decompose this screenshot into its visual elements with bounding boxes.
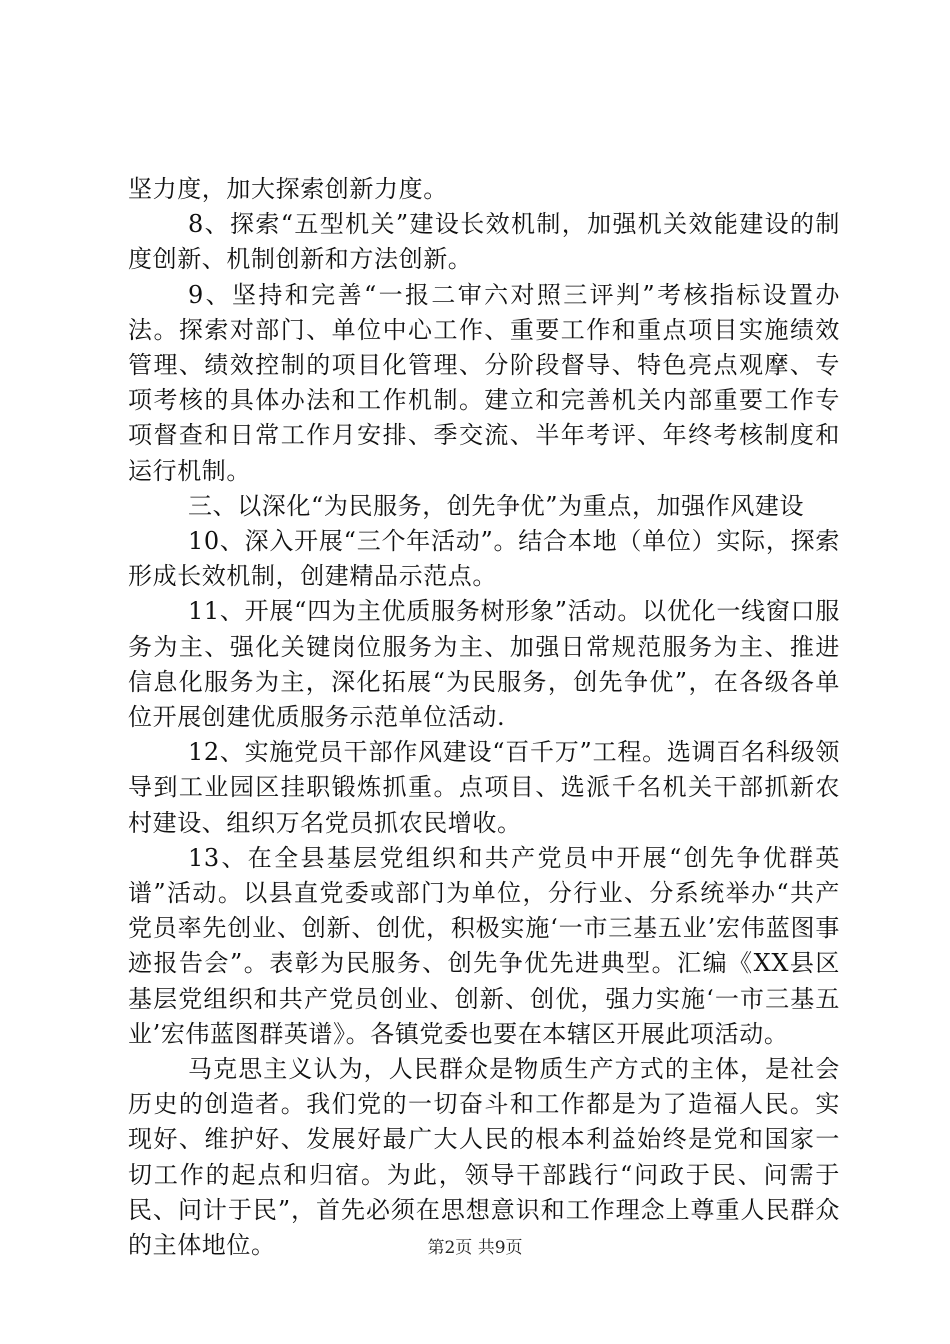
paragraph-item-13: 13、在全县基层党组织和共产党员中开展“创先争优群英谱”活动。以县直党委或部门为单位，分行业、分系统举办“共产党员率先创业、创新、创优，积极实施‘一市三基五业’宏伟蓝图事迹报告会”。表彰为民服务、创先争优先进典型。汇编《XX县区基层党组织和共产党员创业、创新、创优，强力实施‘一市三基五业’宏伟蓝图群英谱》。各镇党委也要在本辖区开展此项活动。 [128,843,840,1048]
document-body [128,172,840,1263]
paragraph-item-12: 12、实施党员干部作风建设“百千万”工程。选调百名科级领导到工业园区挂职锻炼抓重。点项目、选派千名机关干部抓新农村建设、组织万名党员抓农民增收。 [128,738,840,837]
page-number-label: 第2页 共9页 [427,1238,523,1258]
page-footer [0,1236,950,1260]
paragraph-item-8: 8、探索“五型机关”建设长效机制，加强机关效能建设的制度创新、机制创新和方法创新。 [128,210,840,274]
paragraph-item-11: 11、开展“四为主优质服务树形象”活动。以优化一线窗口服务为主、强化关键岗位服务为主、加强日常规范服务为主、推进信息化服务为主，深化拓展“为民服务，创先争优”，在各级各单位开展创建优质服务示范单位活动. [128,597,840,732]
paragraph-conclusion: 马克思主义认为，人民群众是物质生产方式的主体，是社会历史的创造者。我们党的一切奋斗和工作都是为了造福人民。实现好、维护好、发展好最广大人民的根本利益始终是党和国家一切工作的起点和归宿。为此，领导干部践行“问政于民、问需于民、问计于民”，首先必须在思想意识和工作理念上尊重人民群众的主体地位。 [128,1055,840,1260]
section-heading-3: 三、以深化“为民服务，创先争优”为重点，加强作风建设 [188,491,805,520]
paragraph-item-9: 9、坚持和完善“一报二审六对照三评判”考核指标设置办法。探索对部门、单位中心工作、重要工作和重点项目实施绩效管理、绩效控制的项目化管理、分阶段督导、特色亮点观摩、专项考核的具体办法和工作机制。建立和完善机关内部重要工作专项督查和日常工作月安排、季交流、半年考评、年终考核制度和运行机制。 [128,280,840,485]
paragraph-item-10: 10、深入开展“三个年活动”。结合本地（单位）实际，探索形成长效机制，创建精品示范点。 [128,527,840,591]
paragraph-continuation: 坚力度，加大探索创新力度。 [128,175,448,203]
